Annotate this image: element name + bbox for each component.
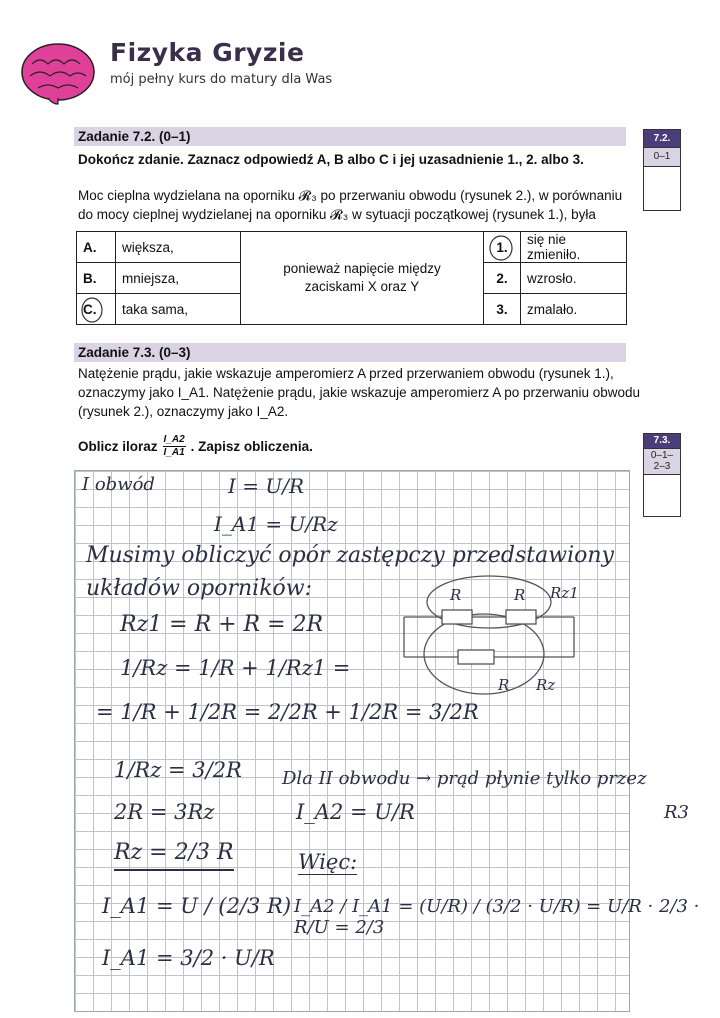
hw-ia1-formula: I_A1 = U/Rz (214, 512, 338, 536)
result-1-num-text: 1. (496, 239, 508, 255)
brain-logo (18, 38, 98, 106)
result-3-num[interactable]: 3. (484, 294, 521, 325)
sketch-label-rz1: Rz1 (550, 584, 579, 602)
task73-instr-prefix: Oblicz iloraz (78, 439, 158, 454)
hw-rz-inverse: 1/Rz = 3/2R (114, 758, 242, 782)
sketch-label-r3: R (498, 676, 510, 694)
task73-header: Zadanie 7.3. (0–3) (78, 345, 191, 360)
circuit-sketch (394, 572, 584, 702)
result-1-num[interactable] (484, 232, 521, 263)
task73-instr-suffix: . Zapisz obliczenia. (190, 439, 313, 454)
task73-stem-line3: (rysunek 2.), oznaczymy jako I_A2. (78, 404, 289, 419)
hw-circuit2-line: Dla II obwodu → prąd płynie tylko przez (282, 768, 647, 789)
hw-line-uklad: układów oporników: (86, 576, 313, 601)
hw-ia1-final: I_A1 = 3/2 · U/R (102, 946, 275, 970)
option-c-letter[interactable] (77, 294, 116, 325)
hw-rz-result: Rz = 2/3 R (114, 840, 234, 871)
hw-ohm-law: I = U/R (228, 474, 305, 498)
reason-text: ponieważ napięcie między zaciskami X oraz Y (241, 232, 484, 325)
task73-score-range1: 0–1– (650, 450, 674, 461)
task72-stem-line1: Moc cieplna wydzielana na oporniku 𝓡₃ po przerwaniu obwodu (rysunek 2.), w porównaniu (78, 188, 623, 203)
hw-r3-label: R3 (664, 802, 690, 823)
task72-instruction: Dokończ zdanie. Zaznacz odpowiedź A, B albo C i jej uzasadnienie 1., 2. albo 3. (78, 152, 584, 167)
hw-final-ratio: I_A2 / I_A1 = (U/R) / (3/2 · U/R) = U/R · 2/3 · R/U = 2/3 (294, 896, 700, 938)
brand-subtitle: mój pełny kurs do matury dla Was (110, 72, 333, 87)
task73-stem-line2: oznaczymy jako I_A1. Natężenie prądu, jakie wskazuje amperomierz A po przerwaniu obwodu (78, 385, 641, 400)
option-a-text[interactable]: większa, (116, 232, 241, 263)
task73-score-range (644, 448, 680, 475)
task72-score-box (643, 129, 681, 211)
selection-circle-1 (487, 234, 515, 262)
hw-sum-result: = 1/R + 1/2R = 2/2R + 1/2R = 3/2R (96, 700, 479, 724)
task73-instruction (78, 434, 313, 459)
task72-score-range: 0–1 (644, 147, 680, 167)
task73-header-bar (74, 343, 626, 362)
task73-score-label: 7.3. (644, 434, 680, 448)
sketch-label-r2: R (514, 586, 526, 604)
ratio-denominator: I_A1 (163, 447, 185, 458)
hw-2r-eq: 2R = 3Rz (114, 800, 215, 824)
result-3-text[interactable]: zmalało. (521, 294, 627, 325)
option-a-letter[interactable]: A. (77, 232, 116, 263)
option-c-text[interactable]: taka sama, (116, 294, 241, 325)
result-1-text[interactable]: się nie zmieniło. (521, 232, 627, 263)
brand-title: Fizyka Gryzie (110, 38, 305, 67)
sketch-label-rz: Rz (536, 676, 556, 694)
hw-parallel-sum: 1/Rz = 1/R + 1/Rz1 = (120, 656, 351, 680)
selection-circle-c (79, 296, 107, 324)
task72-answer-table (76, 231, 627, 325)
task73-stem-line1: Natężenie prądu, jakie wskazuje amperomierz A przed przerwaniem obwodu (rysunek 1.), (78, 366, 614, 381)
hw-wiec: Więc: (298, 850, 358, 874)
ratio-numerator: I_A2 (163, 434, 185, 445)
task72-header: Zadanie 7.2. (0–1) (78, 129, 191, 144)
sketch-label-r1: R (450, 586, 462, 604)
ratio-fraction (163, 434, 186, 459)
hw-line-obwod: I obwód (82, 474, 155, 495)
option-b-text[interactable]: mniejsza, (116, 263, 241, 294)
task73-score-range2: 2–3 (653, 461, 671, 472)
hw-line-musimy: Musimy obliczyć opór zastępczy przedstawiony (86, 543, 614, 568)
result-2-text[interactable]: wzrosło. (521, 263, 627, 294)
task72-score-label: 7.2. (644, 130, 680, 147)
task72-header-bar (74, 127, 626, 146)
option-c-letter-text: C. (83, 301, 97, 317)
hw-ia2: I_A2 = U/R (296, 800, 415, 824)
task73-score-box (643, 433, 681, 517)
hw-ia1-derived: I_A1 = U / (2/3 R) (102, 894, 292, 918)
task72-stem-line2: do mocy cieplnej wydzielanej na oporniku 𝓡₃ w sytuacji początkowej (rysunek 1.), była (78, 207, 596, 222)
option-b-letter[interactable]: B. (77, 263, 116, 294)
hw-rz1: Rz1 = R + R = 2R (120, 612, 324, 637)
result-2-num[interactable]: 2. (484, 263, 521, 294)
